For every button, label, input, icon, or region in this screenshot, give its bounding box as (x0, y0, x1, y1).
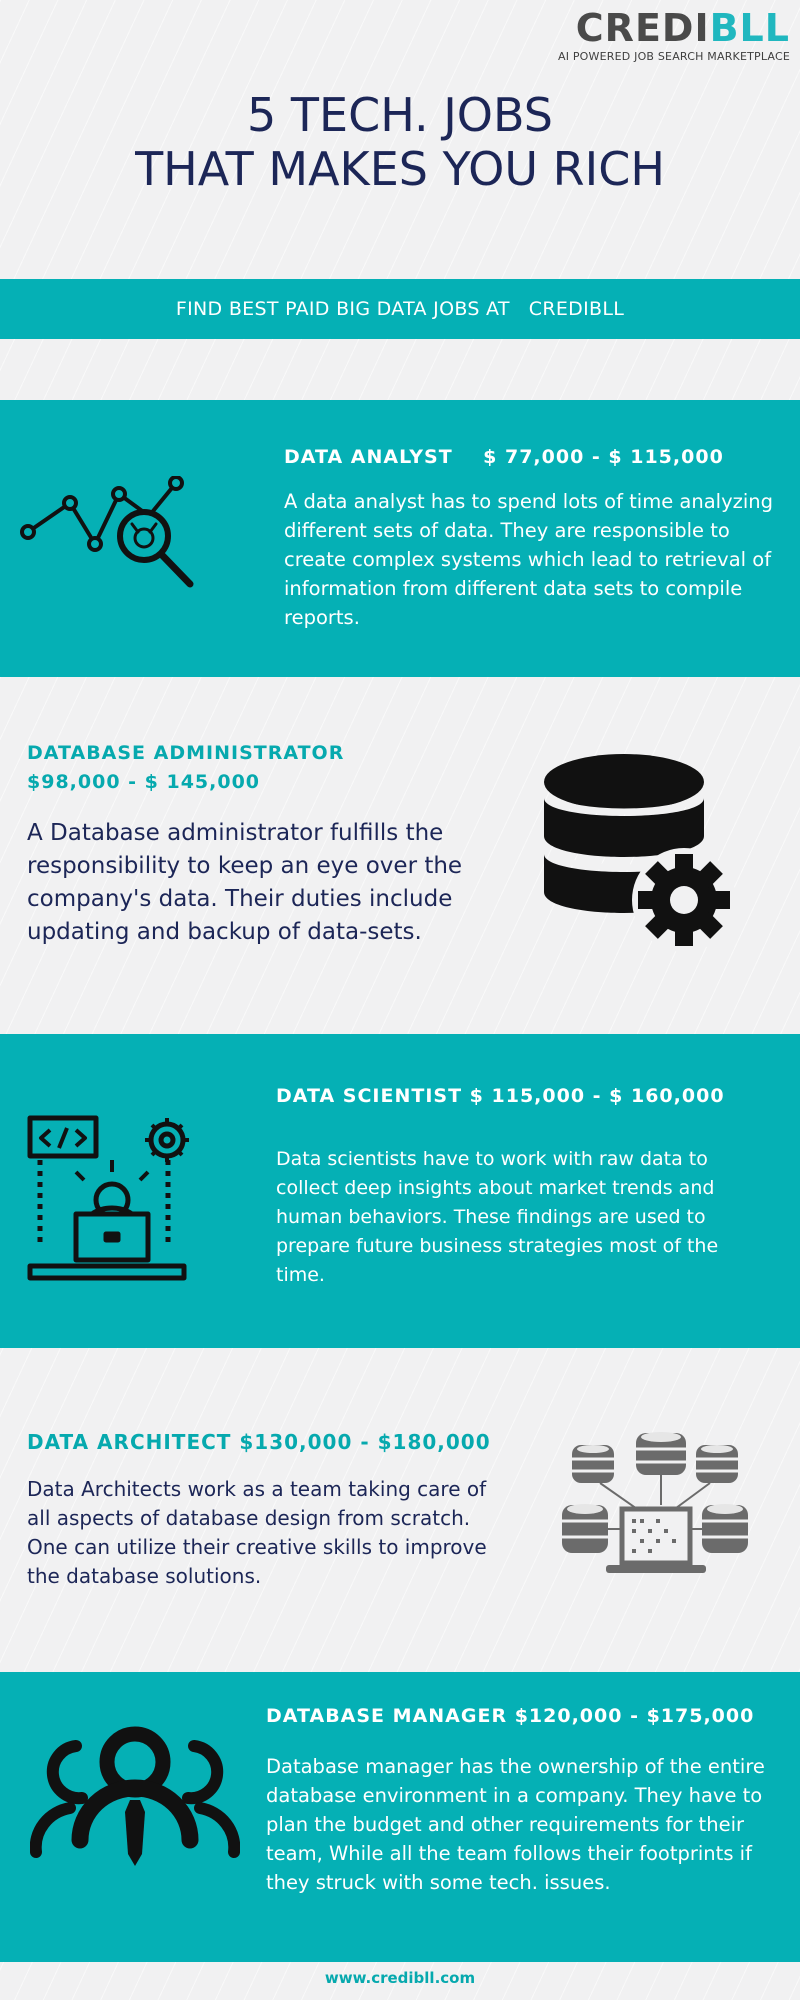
job-description: A data analyst has to spend lots of time analyzing different sets of data. They are responsible to create complex systems which lead to retrieval of information from different data sets to compile reports. (284, 490, 773, 629)
database-administrator-description: A Database administrator fulfills the responsibility to keep an eye over the company's data. Their duties include updating and backup of data-sets. (27, 820, 463, 945)
job-title: DATA ANALYST (284, 446, 453, 468)
footer-website-link[interactable]: www.credibll.com (324, 1969, 476, 1987)
database-gear-icon (540, 752, 740, 952)
logo-tagline: AI POWERED JOB SEARCH MARKETPLACE (557, 50, 790, 63)
job-heading: DATABASE MANAGER $120,000 - $175,000 (266, 1705, 755, 1727)
job-card-database-manager (0, 1672, 800, 1962)
data-scientist-workstation-icon (26, 1114, 201, 1284)
credibll-logo[interactable] (558, 8, 790, 63)
job-description: Data scientists have to work with raw data to collect deep insights about market trends and human behaviors. These findings are used to prepare future business strategies most of the time. (276, 1148, 719, 1286)
data-architect-description: Data Architects work as a team taking care of all aspects of database design from scratch. One can utilize their creative skills to improve the database solutions. (27, 1477, 487, 1588)
title-line-1: 5 TECH. JOBS (247, 88, 553, 142)
logo-wordmark-main: CREDI (575, 6, 710, 50)
job-salary: $ 77,000 - $ 115,000 (483, 446, 724, 468)
job-title: DATABASE ADMINISTRATOR (27, 742, 345, 764)
page-title (0, 88, 800, 196)
job-card-database-administrator (27, 739, 344, 797)
job-heading: DATA SCIENTIST $ 115,000 - $ 160,000 (276, 1085, 725, 1107)
data-architect-heading: DATA ARCHITECT $130,000 - $180,000 (27, 1430, 491, 1454)
job-card-data-analyst (0, 400, 800, 677)
promo-banner (0, 279, 800, 339)
team-leader-icon (30, 1724, 240, 1894)
promo-banner-text: FIND BEST PAID BIG DATA JOBS AT CREDIBLL (175, 298, 625, 320)
logo-wordmark-accent: BLL (709, 6, 790, 50)
database-network-laptop-icon (560, 1425, 750, 1595)
job-description: Database manager has the ownership of the entire database environment in a company. They have to plan the budget and other requirements for their team, While all the team follows their footprints if they struck with some tech. issues. (266, 1755, 765, 1894)
job-salary: $98,000 - $ 145,000 (27, 771, 261, 793)
title-line-2: THAT MAKES YOU RICH (135, 142, 665, 196)
job-card-data-scientist (0, 1034, 800, 1348)
analytics-magnifier-icon (18, 476, 198, 601)
